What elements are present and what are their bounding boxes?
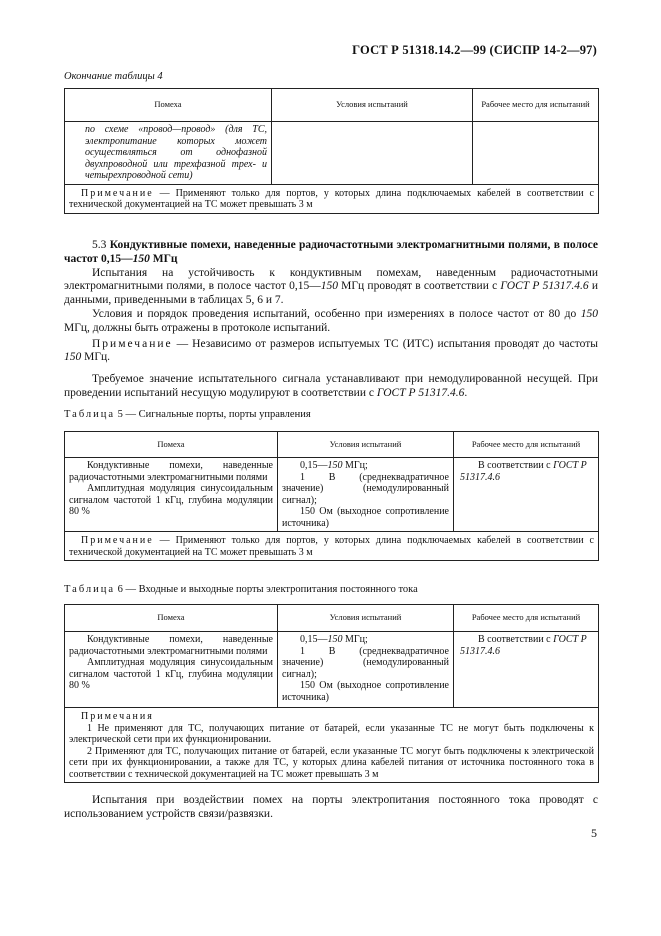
table4-row-text: по схеме «провод—провод» (для ТС, электропитание которых может осуществляться от однофазной двухпроводной или трехфазной трех- и четырехпроводной сети) xyxy=(65,122,272,185)
table6-freq-line xyxy=(282,634,449,646)
table6-impedance-line: 150 Ом (выходное сопротивление источника) xyxy=(282,680,449,703)
table6-col-interference: Помеха xyxy=(65,605,278,632)
t6-freq-f: 150 xyxy=(327,634,343,645)
table4-row-conditions xyxy=(272,122,473,185)
table4-col-interference: Помеха xyxy=(65,89,272,122)
table6-caption xyxy=(64,584,418,595)
table4-row-workplace xyxy=(473,122,599,185)
table6-modulation-text: Амплитудная модуляция синусоидальным сигналом частотой 1 кГц, глубина модуляции 80 % xyxy=(69,657,273,691)
section-note-b: МГц. xyxy=(81,351,111,364)
p3-gost: ГОСТ Р 51317.4.6 xyxy=(376,386,465,399)
p2-b: МГц, должны быть отражены в протоколе испытаний. xyxy=(64,321,331,334)
table6-workplace-text: В соответствии с xyxy=(478,634,554,645)
table5-col-workplace: Рабочее место для испытаний xyxy=(454,432,599,458)
table6-col-conditions: Условия испытаний xyxy=(278,605,454,632)
table5-freq-line xyxy=(282,460,449,472)
table5-caption-text: 5 — Сигнальные порты, порты управления xyxy=(115,409,311,420)
table6 xyxy=(64,604,599,783)
table6-notes-label: Примечания xyxy=(81,711,154,722)
p1-freq: 150 xyxy=(320,280,338,293)
table4-caption: Окончание таблицы 4 xyxy=(64,71,163,82)
table6-caption-label: Таблица xyxy=(64,584,116,595)
section-note-freq: 150 xyxy=(64,351,82,364)
p3-b: . xyxy=(464,386,468,399)
section-note xyxy=(64,338,598,366)
paragraph-3 xyxy=(64,373,598,401)
p2-a: Условия и порядок проведения испытаний, особенно при измерениях в полосе частот от 80 до xyxy=(92,307,581,320)
table6-col-workplace: Рабочее место для испытаний xyxy=(454,605,599,632)
table6-workplace-cell xyxy=(454,632,599,708)
table5-interference-text: Кондуктивные помехи, наведенные радиочастотными электромагнитными полями xyxy=(69,460,273,483)
table6-voltage-line: 1 В (среднеквадратичное значение) (немодулированный сигнал); xyxy=(282,645,449,680)
p1-a: Испытания на устойчивость к кондуктивным помехам, наведенным радиочастотными электромагнитными полями, в полосе частот 0,15— xyxy=(64,266,598,293)
table6-note-2: 2 Применяют для ТС, получающих питание от батарей, если указанные ТС могут быть подключены к электрической сети при их функционировании, а также для ТС, у которых длина кабелей питания от источника постоянного тока в соответствии с технической документацией на ТС может превышать 3 м xyxy=(69,745,594,780)
final-paragraph-block xyxy=(64,794,598,822)
table5-note-label: Примечание xyxy=(81,535,154,546)
table5-caption xyxy=(64,409,311,420)
t5-freq-a: 0,15— xyxy=(300,460,328,471)
table5-caption-label: Таблица xyxy=(64,409,116,420)
table4-note-text: — Применяют только для портов, у которых длина подключаемых кабелей в соответствии с технической документацией на ТС может превышать 3 м xyxy=(69,187,594,210)
table5-conditions-cell xyxy=(278,458,454,532)
table4 xyxy=(64,88,599,214)
table6-conditions-cell xyxy=(278,632,454,708)
paragraph-2 xyxy=(64,308,598,336)
table5-interference-cell xyxy=(65,458,278,532)
table5-workplace-gost: ГОСТ Р 51317.4.6 xyxy=(460,460,587,483)
table6-notes xyxy=(65,708,599,783)
table5-workplace-cell xyxy=(454,458,599,532)
table6-caption-text: 6 — Входные и выходные порты электропитания постоянного тока xyxy=(115,584,418,595)
section-note-a: — Независимо от размеров испытуемых ТС (ИТС) испытания проводят до частоты xyxy=(172,337,598,350)
table5-workplace-text: В соответствии с xyxy=(478,460,554,471)
table4-col-conditions: Условия испытаний xyxy=(272,89,473,122)
section-note-label: Примечание xyxy=(92,337,173,350)
p3-a: Требуемое значение испытательного сигнала устанавливают при немодулированной несущей. При проведении испытаний несущую модулируют в соответствии с xyxy=(64,373,598,399)
p1-b: МГц проводят в соответствии с xyxy=(337,280,501,293)
section-title: Кондуктивные помехи, наведенные радиочастотными электромагнитными полями, в полосе частот 0,15— xyxy=(64,239,599,265)
table4-note-label: Примечание xyxy=(81,187,154,199)
table6-workplace-gost: ГОСТ Р 51317.4.6 xyxy=(460,634,587,657)
table5 xyxy=(64,431,599,561)
table4-note xyxy=(65,184,599,213)
table4-col-workplace: Рабочее место для испытаний xyxy=(473,89,599,122)
p2-freq: 150 xyxy=(580,307,598,320)
t6-freq-b: МГц; xyxy=(342,634,368,645)
table5-impedance-line: 150 Ом (выходное сопротивление источника) xyxy=(282,506,449,529)
table5-note xyxy=(65,532,599,561)
table6-interference-cell xyxy=(65,632,278,708)
t5-freq-f: 150 xyxy=(327,460,343,471)
section-title-freq: 150 xyxy=(132,252,150,265)
page-header: ГОСТ Р 51318.14.2—99 (СИСПР 14-2—97) xyxy=(352,43,597,57)
table5-modulation-text: Амплитудная модуляция синусоидальным сигналом частотой 1 кГц, глубина модуляции 80 % xyxy=(69,483,273,517)
page-number: 5 xyxy=(591,826,597,840)
table5-col-conditions: Условия испытаний xyxy=(278,432,454,458)
table5-note-text: — Применяют только для портов, у которых длина подключаемых кабелей в соответствии с технической документацией на ТС может превышать 3 м xyxy=(69,535,594,558)
final-paragraph: Испытания при воздействии помех на порты электропитания постоянного тока проводят с использованием устройств связи/развязки. xyxy=(64,794,598,820)
t6-freq-a: 0,15— xyxy=(300,634,328,645)
section-title-unit: МГц xyxy=(152,252,178,265)
t5-freq-b: МГц; xyxy=(342,460,368,471)
section-number: 5.3 xyxy=(92,239,107,251)
table5-voltage-line: 1 В (среднеквадратичное значение) (немодулированный сигнал); xyxy=(282,471,449,506)
table6-note-1: 1 Не применяют для ТС, получающих питание от батарей, если указанные ТС не могут быть подключены к электрической сети при их функционировании. xyxy=(69,722,594,745)
p1-gost: ГОСТ Р 51317.4.6 xyxy=(500,280,589,293)
paragraph-1 xyxy=(64,267,598,308)
p1-c: и данными, приведенными в таблицах 5, 6 и 7. xyxy=(64,280,598,307)
table5-col-interference: Помеха xyxy=(65,432,278,458)
section-5-3 xyxy=(64,239,598,401)
table6-interference-text: Кондуктивные помехи, наведенные радиочастотными электромагнитными полями xyxy=(69,634,273,657)
